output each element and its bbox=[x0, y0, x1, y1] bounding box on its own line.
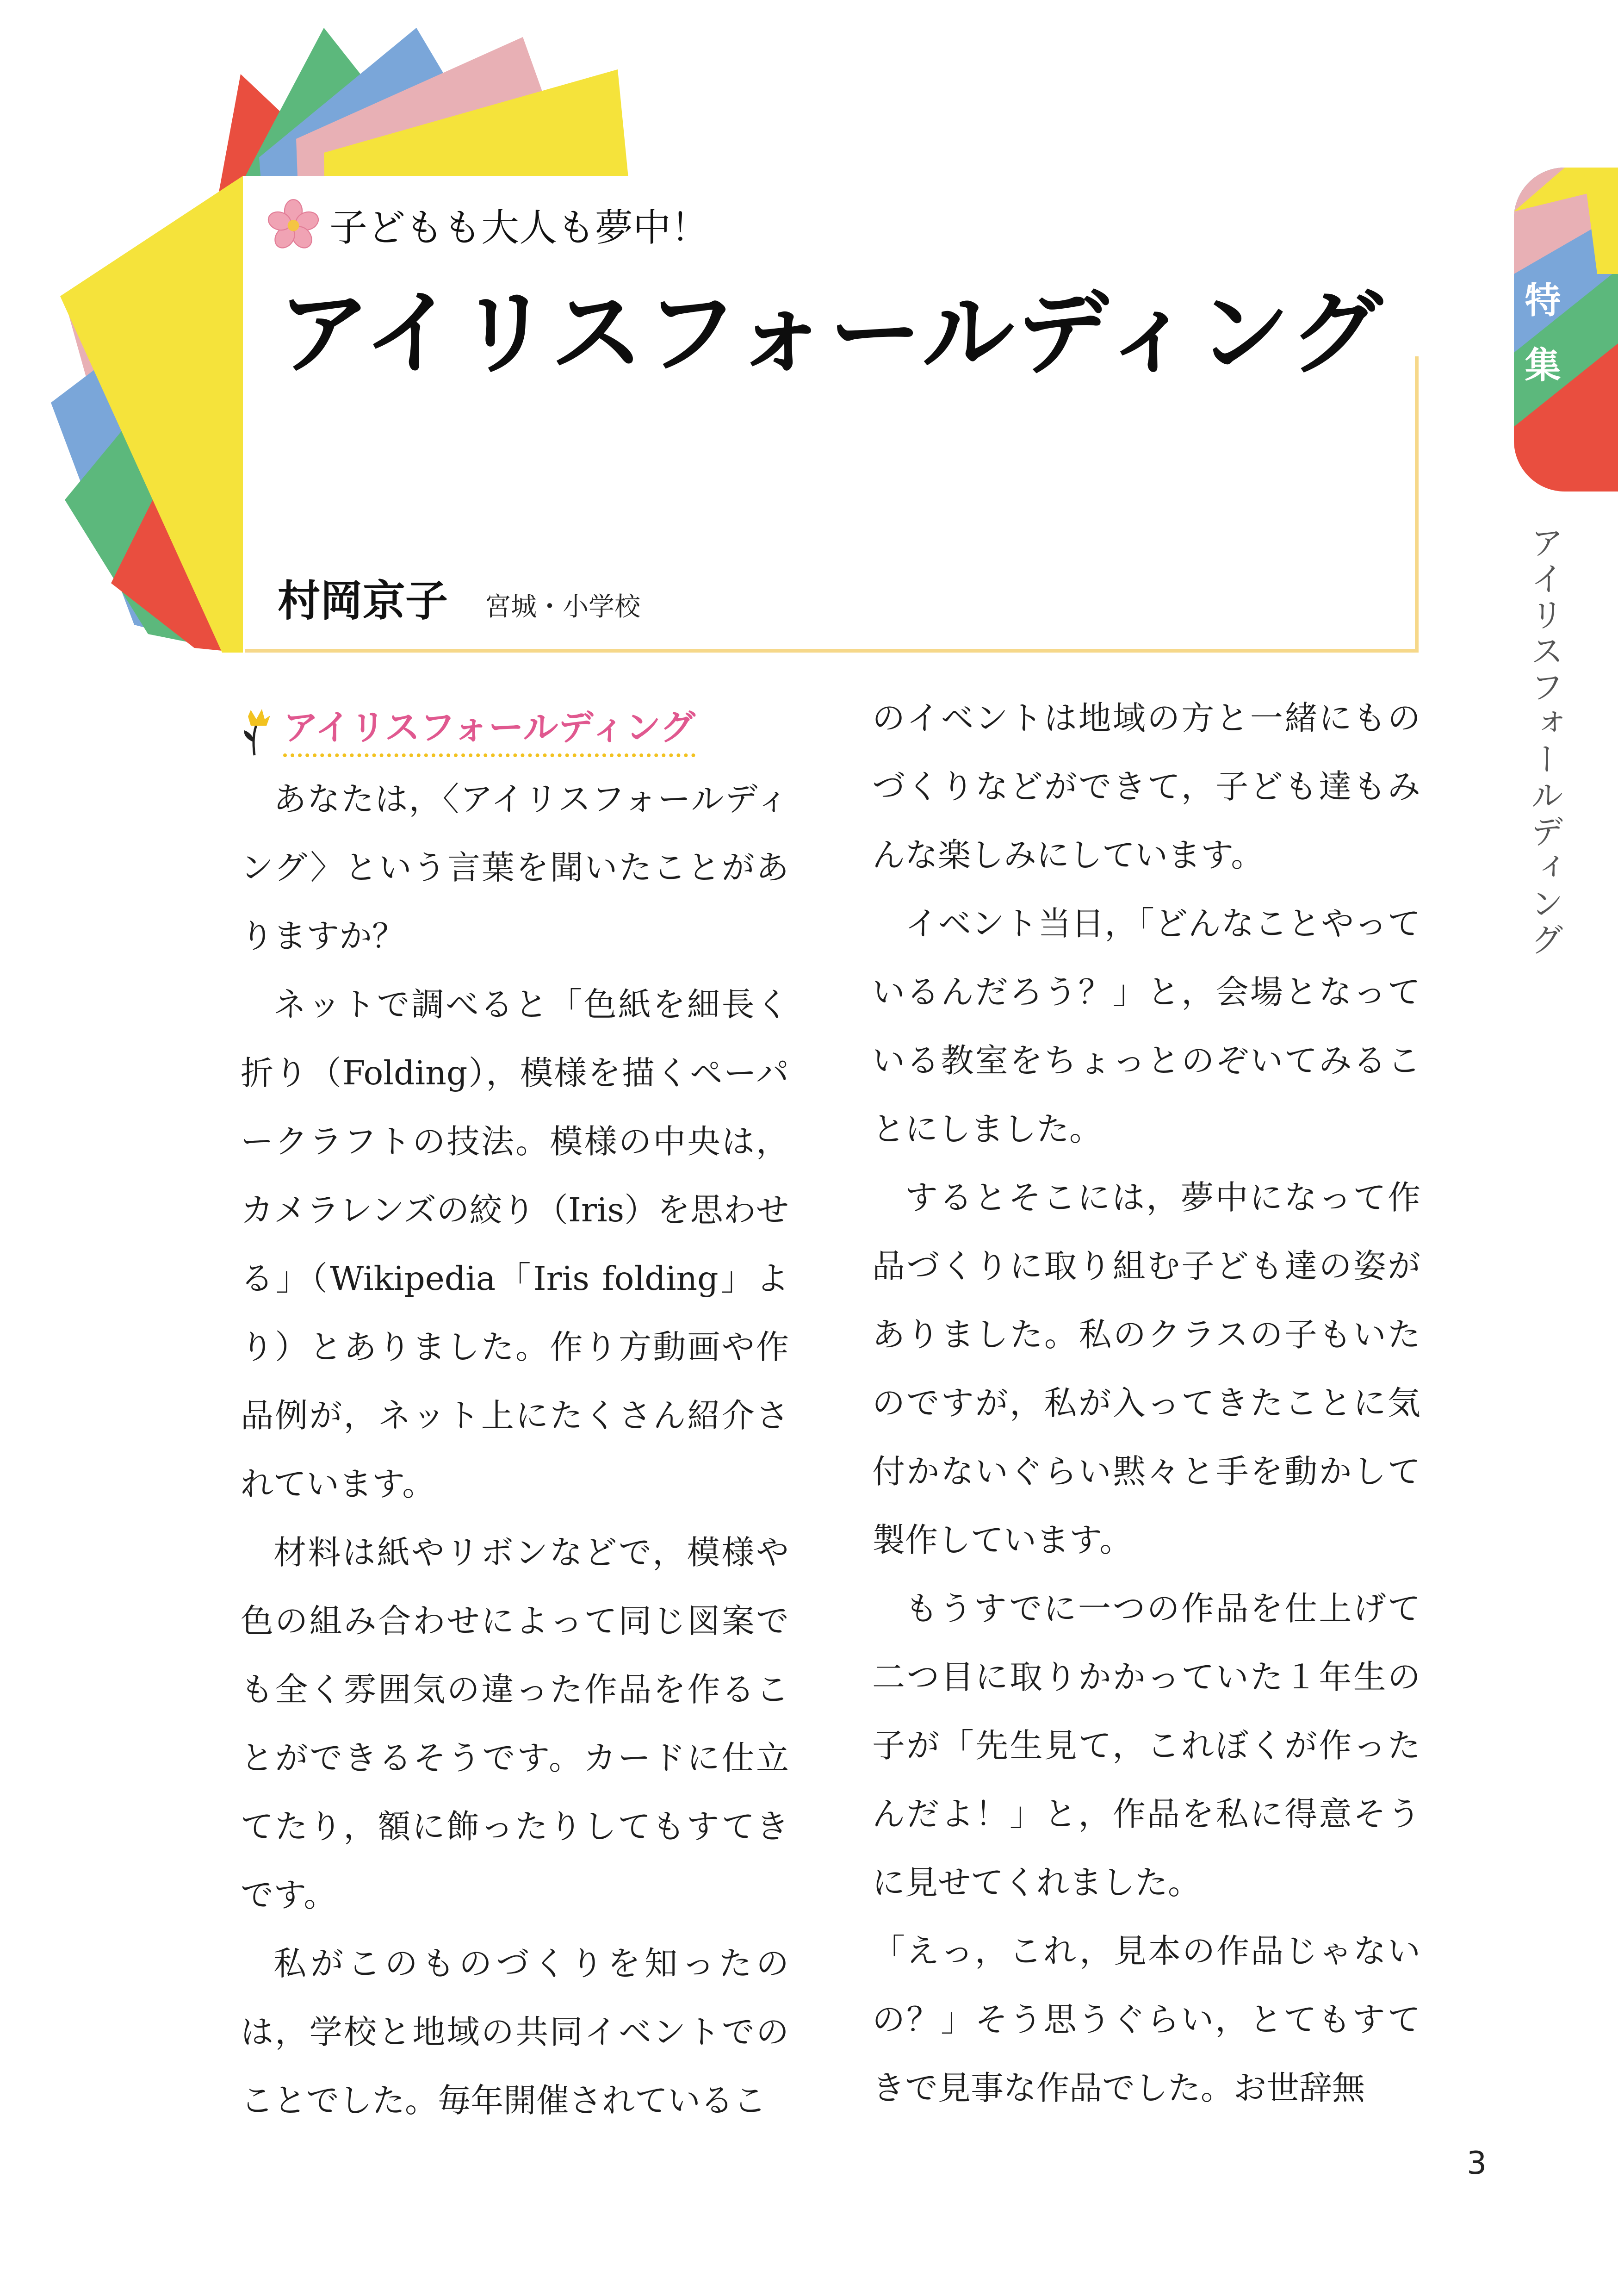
tab-char-2: 集 bbox=[1525, 345, 1561, 386]
paragraph: のイベントは地域の方と一緒にものづくりなどができて，子ども達もみんな楽しみにしています。 bbox=[872, 699, 1420, 874]
author-line bbox=[278, 567, 640, 628]
flower-stem-icon bbox=[241, 705, 273, 756]
title-frame-right bbox=[1415, 356, 1419, 653]
paragraph: 私がこのものづくりを知ったのは，学校と地域の共同イベントでのことでした。毎年開催されているこ bbox=[241, 1944, 789, 2120]
title-frame-bottom bbox=[245, 649, 1419, 653]
section-title: アイリスフォールディング bbox=[283, 704, 695, 757]
author-name: 村岡京子 bbox=[278, 576, 448, 626]
paragraph: あなたは，〈アイリスフォールディング〉という言葉を聞いたことがありますか？ bbox=[241, 780, 789, 955]
paragraph: イベント当日，「どんなことやっているんだろう？」と，会場となっている教室をちょっとのぞいてみることにしました。 bbox=[872, 904, 1420, 1148]
feature-tab bbox=[1514, 168, 1618, 492]
paragraph: 「えっ，これ，見本の作品じゃないの？」そう思うぐらい，とてもすてきで見事な作品でした。お世辞無 bbox=[872, 1932, 1420, 2107]
section-vertical-label: アイリスフォールディング bbox=[1525, 525, 1564, 958]
page-title: アイリスフォールディング bbox=[278, 280, 1385, 387]
author-affiliation: 宮城・小学校 bbox=[485, 592, 641, 622]
article-column-right bbox=[872, 684, 1420, 2122]
cherry-blossom-icon bbox=[267, 199, 319, 250]
paragraph: ネットで調べると「色紙を細長く折り（Folding），模様を描くペーパークラフトの技法。模様の中央は，カメラレンズの絞り（Iris）を思わせる」（Wikipedia「Iris folding」より）とありました。作り方動画や作品例が，ネット上にたくさん紹介されています。 bbox=[241, 985, 789, 1503]
feature-tab-stripes bbox=[1514, 168, 1618, 492]
subtitle-row bbox=[267, 194, 709, 255]
section-heading bbox=[241, 697, 789, 765]
page-number: 3 bbox=[1467, 2145, 1487, 2182]
paragraph: 材料は紙やリボンなどで，模様や色の組み合わせによって同じ図案でも全く雰囲気の違った作品を作ることができるそうです。カードに仕立てたり，額に飾ったりしてもすてきです。 bbox=[241, 1533, 789, 1914]
paragraph: するとそこには，夢中になって作品づくりに取り組む子ども達の姿がありました。私のクラスの子もいたのですが，私が入ってきたことに気付かないぐらい黙々と手を動かして製作しています。 bbox=[872, 1178, 1420, 1559]
tab-char-1: 特 bbox=[1525, 280, 1561, 322]
subtitle: 子どもも大人も夢中！ bbox=[329, 205, 709, 250]
paragraph: もうすでに一つの作品を仕上げて二つ目に取りかかっていた１年生の子が「先生見て，これぼくが作ったんだよ！」と，作品を私に得意そうに見せてくれました。 bbox=[872, 1589, 1420, 1902]
article-column-left bbox=[241, 697, 789, 2135]
